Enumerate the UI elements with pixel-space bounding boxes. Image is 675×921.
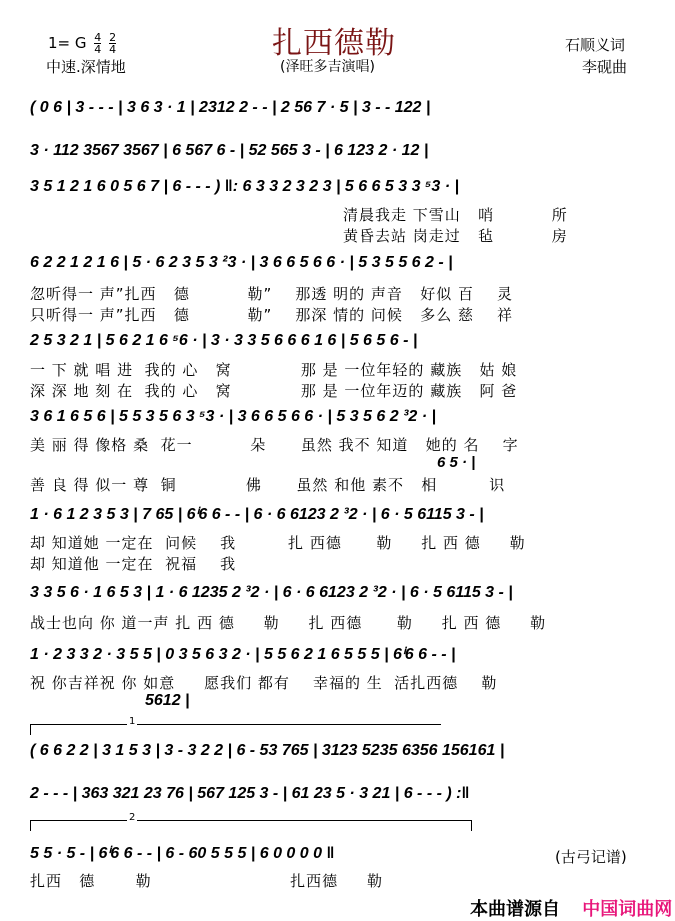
lyric-line: 清晨我走 下雪山 哨 所 — [343, 206, 568, 224]
notation: 1 · 2 3 3 2 · 3 5 5 | 0 3 5 6 3 2 · | 5 5 6 2 1 6 5 5 5 | 6ⁱ6 6 - - | — [30, 646, 456, 663]
score-line-9 — [0, 641, 675, 667]
lyric-line: 战士也向 你 道一声 扎 西 德 勒 扎 西德 勒 扎 西 德 勒 — [30, 614, 547, 632]
composer-credit: 李砚曲 — [582, 58, 628, 76]
key-signature: 1= G — [48, 34, 87, 52]
lyric-line: 祝 你吉祥祝 你 如意 愿我们 都有 幸福的 生 活扎西德 勒 — [30, 674, 498, 692]
notation: 5 5 · 5 - | 6ⁱ6 6 - - | 6 - 60 5 5 5 | 6 0 0 0 0 ‖ — [30, 845, 335, 862]
notation: ( 6 6 2 2 | 3 1 5 3 | 3 - 3 2 2 | 6 - 53 765 | 3123 5235 6356 156161 | — [30, 742, 505, 759]
score-line-5 — [0, 328, 675, 354]
score-line-7 — [0, 501, 675, 527]
score-line-4 — [0, 250, 675, 276]
notation: 2 5 3 2 1 | 5 6 2 1 6 ⁵6 · | 3 · 3 3 5 6 6 6 1 6 | 5 6 5 6 - | — [30, 332, 418, 349]
source-site-link[interactable]: 中国词曲网 — [582, 899, 673, 920]
score-line-10 — [0, 738, 675, 764]
lyric-line: 黄昏去站 岗走过 毡 房 — [343, 227, 568, 245]
time-signature-2: $\frac{2}{4}$ — [109, 31, 117, 56]
source-label: 本曲谱源自 — [470, 899, 560, 920]
key-time-signature — [48, 32, 116, 55]
notation: 2 - - - | 363 321 23 76 | 567 125 3 - | 61 23 5 · 3 21 | 6 - - - ) :‖ — [30, 785, 470, 802]
notation: 6 2 2 1 2 1 6 | 5 · 6 2 3 5 3 ²3 · | 3 6 6 5 6 6 · | 5 3 5 5 6 2 - | — [30, 254, 453, 271]
performer-subtitle: (泽旺多吉演唱) — [280, 59, 375, 75]
score-line-8 — [0, 580, 675, 606]
lyric-line: 却 知道她 一定在 问候 我 扎 西德 勒 扎 西 德 勒 — [30, 534, 526, 552]
tempo-marking: 中速.深情地 — [46, 58, 126, 76]
alt-measure-notation: 6 5 · | — [437, 454, 476, 471]
score-line-11 — [0, 781, 675, 807]
volta-bracket-2: 2 — [30, 820, 472, 831]
lyric-line: 美 丽 得 像格 桑 花一 朵 虽然 我不 知道 她的 名 字 — [30, 436, 519, 454]
score-line-3 — [0, 174, 675, 200]
lyric-line: 善 良 得 似一 尊 铜 佛 虽然 和他 素不 相 识 — [30, 476, 506, 494]
notation: 3 6 1 6 5 6 | 5 5 3 5 6 3 ⁵3 · | 3 6 6 5 6 6 · | 5 3 5 6 2 ³2 · | — [30, 408, 436, 425]
notation: ( 0 6 | 3 - - - | 3 6 3 · 1 | 2312 2 - - | 2 56 7 · 5 | 3 - - 122 | — [30, 99, 431, 116]
lyric-line: 深 深 地 刻 在 我的 心 窝 那 是 一位年迈的 藏族 阿 爸 — [30, 382, 518, 400]
lyric-line: 忽听得一 声”扎西 德 勒” 那透 明的 声音 好似 百 灵 — [30, 285, 514, 303]
volta-bracket-1: 1 — [30, 724, 441, 735]
notation-credit: (古弓记谱) — [555, 848, 627, 866]
score-line-2 — [0, 138, 675, 164]
time-signature-1: $\frac{4}{4}$ — [94, 31, 102, 56]
lyric-line: 只听得一 声”扎西 德 勒” 那深 情的 问候 多么 慈 祥 — [30, 306, 514, 324]
notation: 3 3 5 6 · 1 6 5 3 | 1 · 6 1235 2 ³2 · | 6 · 6 6123 2 ³2 · | 6 · 5 6115 3 - | — [30, 584, 513, 601]
notation: 3 5 1 2 1 6 0 5 6 7 | 6 - - - ) ‖: 6 3 3 2 3 2 3 | 5 6 6 5 3 3 ⁵3 · | — [30, 178, 460, 195]
lyric-line: 却 知道他 一定在 祝福 我 — [30, 555, 237, 573]
score-line-1 — [0, 95, 675, 121]
source-footer — [470, 895, 672, 921]
lyric-line: 一 下 就 唱 进 我的 心 窝 那 是 一位年轻的 藏族 姑 娘 — [30, 361, 518, 379]
score-line-6 — [0, 404, 675, 430]
alt-ending-notation: 5612 | — [145, 692, 190, 709]
song-title: 扎西德勒 — [272, 26, 396, 61]
notation: 3 · 112 3567 3567 | 6 567 6 - | 52 565 3 - | 6 123 2 · 12 | — [30, 142, 429, 159]
lyricist-credit: 石顺义词 — [565, 36, 626, 54]
lyric-line: 扎西 德 勒 扎西德 勒 — [30, 872, 383, 890]
notation: 1 · 6 1 2 3 5 3 | 7 65 | 6ⁱ6 6 - - | 6 · 6 6123 2 ³2 · | 6 · 5 6115 3 - | — [30, 506, 484, 523]
